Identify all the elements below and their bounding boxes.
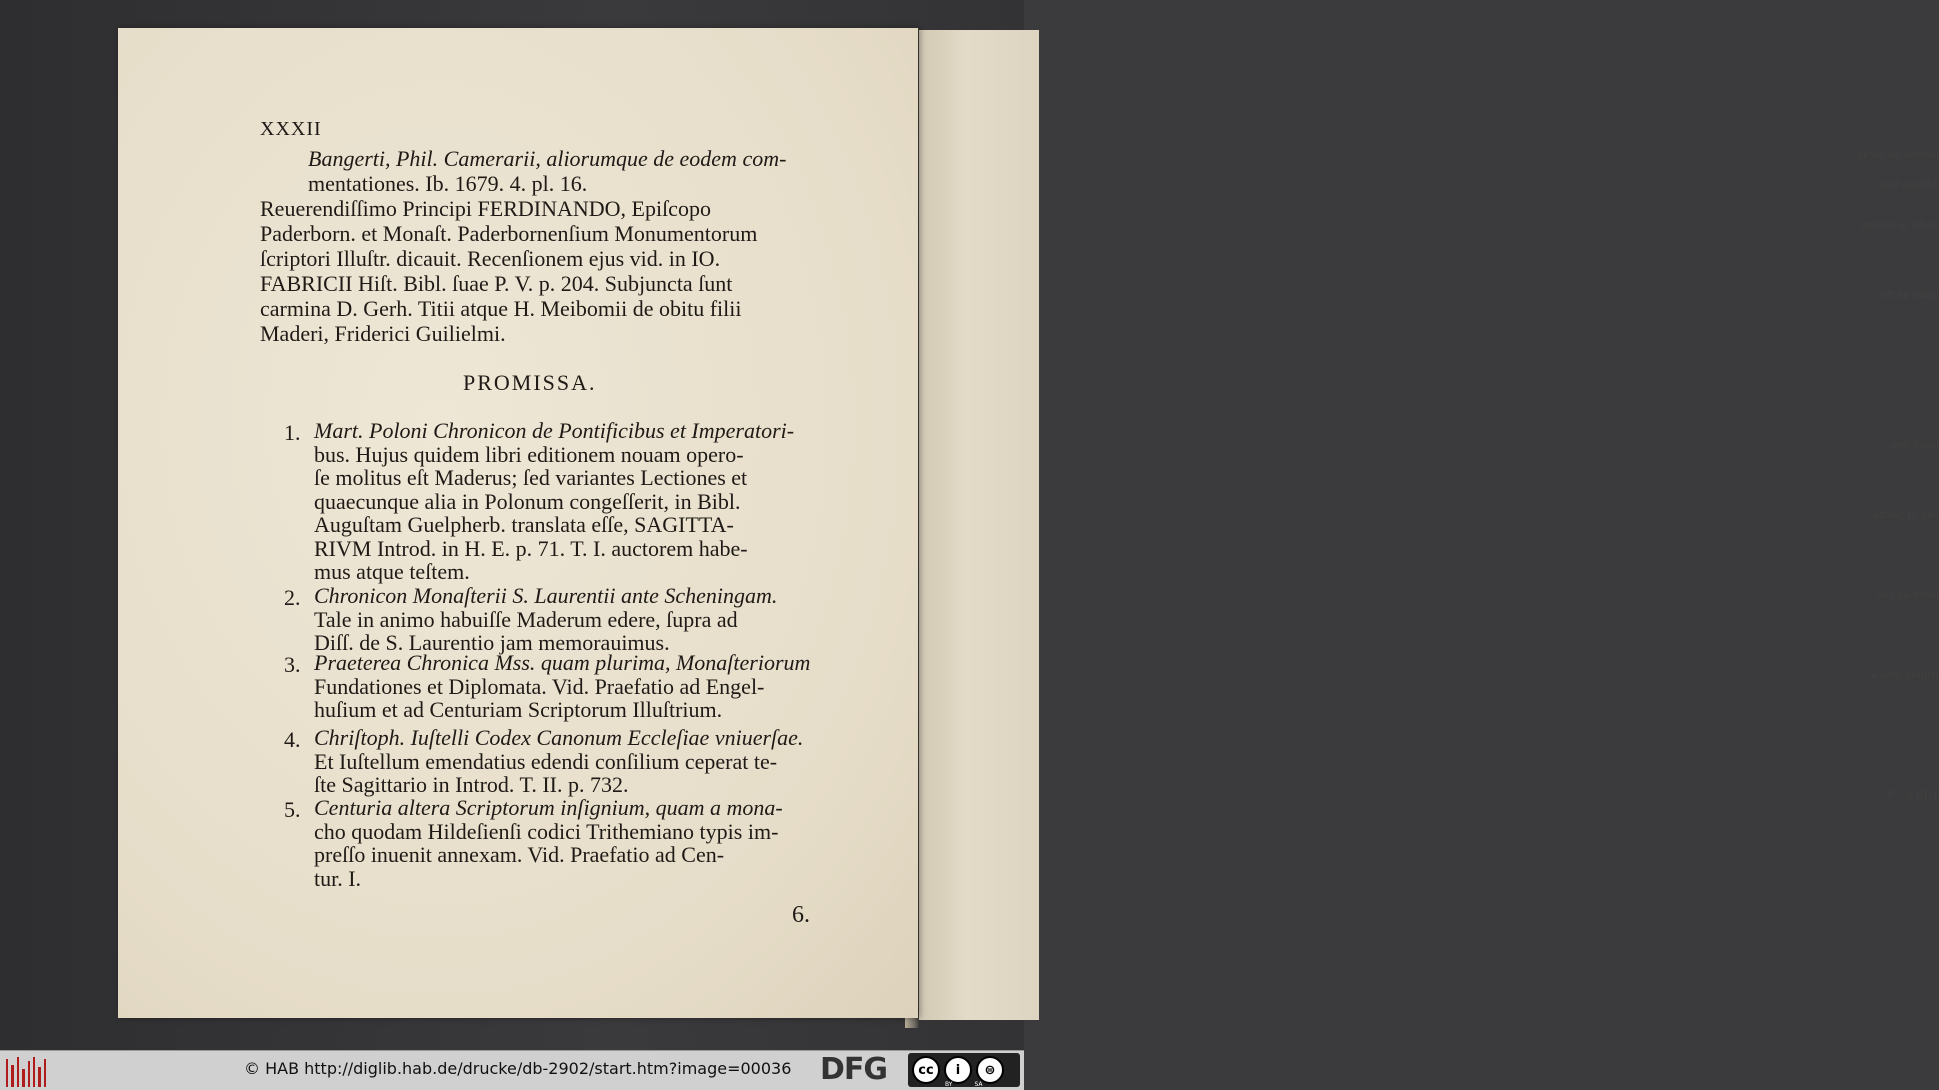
item-line: tur. I. — [314, 865, 362, 891]
item-number: 4. — [284, 727, 301, 752]
intro-line: carmina D. Gerh. Titii atque H. Meibomii de obitu filii — [260, 296, 742, 321]
sa-icon: ⊜ — [976, 1056, 1004, 1084]
item-line: huſium et ad Centuriam Scriptorum Illuſtrium. — [314, 697, 723, 722]
item-line: ſe molitus eſt Maderus; ſed variantes Lectiones et — [314, 465, 748, 490]
item-line: Centuria altera Scriptorum inſignium, quam a mona- — [314, 795, 783, 820]
item-line: quaecunque alia in Polonum congeſſerit, in Bibl. — [314, 488, 741, 514]
license-by-label: BY — [945, 1081, 953, 1088]
item-line: Et Iuſtellum emendatius edendi conſilium ceperat te- — [314, 748, 778, 774]
source-link[interactable]: © HAB http://diglib.hab.de/drucke/db-2902/start.htm?image=00036 — [244, 1059, 792, 1078]
item-line: Diſſ. de S. Laurentio jam memorauimus. — [314, 630, 670, 655]
hab-logo[interactable] — [6, 1054, 46, 1087]
intro-line: Bangerti, Phil. Camerarii, aliorumque de eodem com- — [308, 146, 787, 171]
cc-icon: cc — [912, 1056, 940, 1084]
item-line: Chronicon Monaſterii S. Laurentii ante Scheningam. — [314, 583, 778, 608]
catchword: 6. — [792, 902, 810, 928]
page-number: XXXII — [260, 118, 322, 140]
item-line: mus atque teſtem. — [314, 559, 470, 584]
intro-line: Maderi, Friderici Guilielmi. — [260, 321, 506, 346]
item-line: bus. Hujus quidem libri editionem nouam opero- — [314, 441, 744, 467]
viewer-footer — [0, 1050, 1024, 1090]
section-heading: PROMISSA. — [463, 370, 597, 395]
item-line: Auguſtam Guelpherb. translata eſſe, SAGITTA- — [314, 512, 734, 537]
intro-line: mentationes. Ib. 1679. 4. pl. 16. — [308, 171, 588, 196]
item-number: 5. — [284, 797, 301, 822]
intro-line: ſcriptori Illuſtr. dicauit. Recenſionem ejus vid. in IO. — [260, 246, 721, 271]
intro-line: Paderborn. et Monaſt. Paderbornenſium Monumentorum — [260, 221, 758, 246]
item-line: RIVM Introd. in H. E. p. 71. T. I. auctorem habe- — [314, 535, 748, 561]
license-sa-label: SA — [974, 1081, 983, 1088]
book-page — [118, 28, 918, 1018]
item-line: Fundationes et Diplomata. Vid. Praefatio ad Engel- — [314, 673, 765, 699]
item-line: Tale in animo habuiſſe Maderum edere, ſupra ad — [314, 606, 738, 632]
intro-line: Reuerendiſſimo Principi FERDINANDO, Epiſcopo — [260, 196, 711, 221]
dfg-logo[interactable]: DFG — [820, 1052, 888, 1087]
by-icon: i — [944, 1056, 972, 1084]
item-number: 3. — [284, 652, 301, 677]
item-line: preſſo inuenit annexam. Vid. Praefatio ad Cen- — [314, 842, 725, 867]
item-number: 1. — [284, 420, 301, 445]
facing-page: ueroea de ceran Arimae tuee cecto in coromi ulbre ad fin ulcer deo ead ut Seclio ldere ad coe Iruiom dein a T. III p. 70 — [919, 30, 1039, 1020]
item-number: 2. — [284, 585, 301, 610]
item-line: Mart. Poloni Chronicon de Pontificibus et Imperatori- — [314, 418, 795, 443]
item-line: ſte Sagittario in Introd. T. II. p. 732. — [314, 772, 629, 797]
item-line: Chriſtoph. Iuſtelli Codex Canonum Eccleſiae vniuerſae. — [314, 725, 804, 750]
item-line: cho quodam Hildeſienſi codici Trithemiano typis im- — [314, 818, 779, 844]
intro-line: FABRICII Hiſt. Bibl. ſuae P. V. p. 204. Subjuncta ſunt — [260, 271, 733, 296]
item-line: Praeterea Chronica Mss. quam plurima, Monaſteriorum — [314, 650, 811, 675]
